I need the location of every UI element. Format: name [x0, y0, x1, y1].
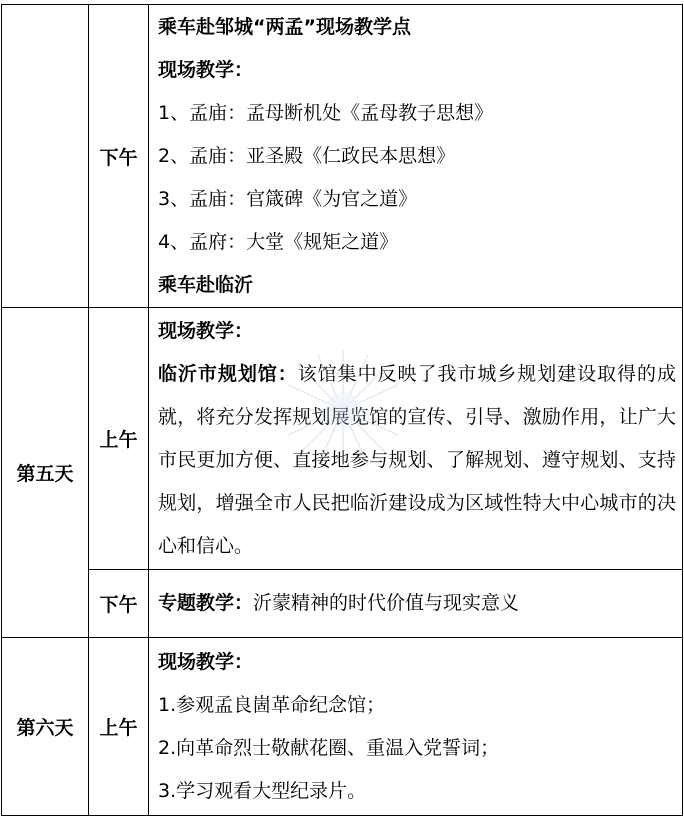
section-heading: 现场教学： — [158, 319, 254, 342]
schedule-table — [1, 4, 683, 816]
table-row — [2, 308, 683, 570]
section-heading: 现场教学： — [158, 650, 254, 673]
topic-lead: 专题教学： — [158, 592, 254, 614]
list-item: 4、孟府：大堂《规矩之道》 — [158, 230, 399, 253]
table-row — [2, 5, 683, 308]
table-row — [2, 570, 683, 638]
paragraph — [158, 353, 676, 568]
paragraph-text: 该馆集中反映了我市城乡规划建设取得的成就，将充分发挥规划展览馆的宣传、引导、激励作用，让广大市民更加方便、直接地参与规划、了解规划、遵守规划、支持规划，增强全市人民把临沂建设成为区域性特大中心城市的决心和信心。 — [158, 362, 676, 557]
list-item: 2、孟庙：亚圣殿《仁政民本思想》 — [158, 144, 456, 167]
section-heading: 现场教学： — [158, 58, 254, 81]
time-cell: 上午 — [89, 638, 149, 816]
topic-text: 沂蒙精神的时代价值与现实意义 — [253, 592, 520, 614]
list-item: 3.学习观看大型纪录片。 — [158, 779, 367, 802]
content-cell — [149, 570, 683, 638]
list-item: 1、孟庙：孟母断机处《孟母教子思想》 — [158, 101, 494, 124]
day-cell — [2, 5, 89, 308]
list-item: 1.参观孟良崮革命纪念馆； — [158, 693, 386, 716]
content-cell — [149, 308, 683, 570]
paragraph-lead: 临沂市规划馆： — [158, 362, 298, 385]
list-item: 2.向革命烈士敬献花圈、重温入党誓词； — [158, 736, 500, 759]
day-cell: 第五天 — [2, 308, 89, 638]
time-cell: 下午 — [89, 570, 149, 638]
content-cell — [149, 638, 683, 816]
time-cell: 上午 — [89, 308, 149, 570]
list-item: 3、孟庙：官箴碑《为官之道》 — [158, 187, 418, 210]
time-cell: 下午 — [89, 5, 149, 308]
trip-footer: 乘车赴临沂 — [158, 273, 254, 296]
trip-heading: 乘车赴邹城“两孟”现场教学点 — [158, 15, 411, 38]
day-cell: 第六天 — [2, 638, 89, 816]
table-row — [2, 638, 683, 816]
content-cell — [149, 5, 683, 308]
topic-line — [158, 582, 676, 625]
